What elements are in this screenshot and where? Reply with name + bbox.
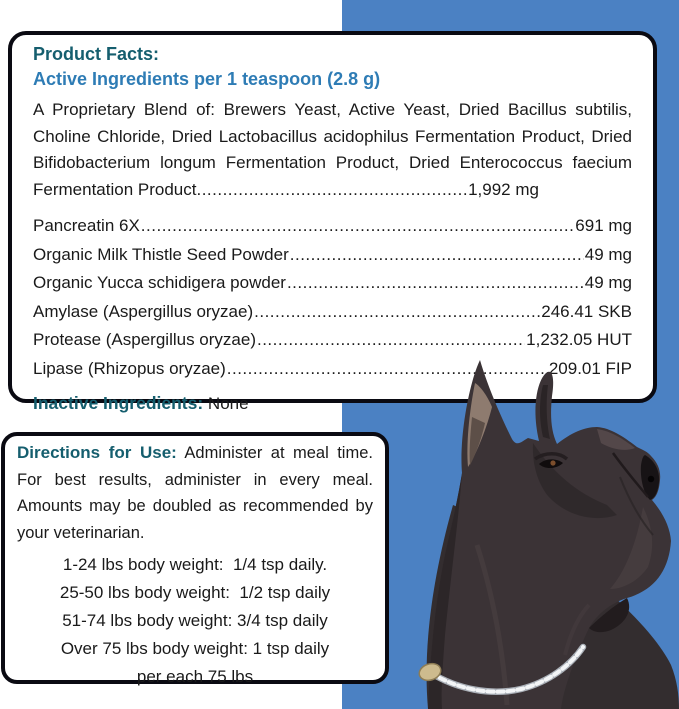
ingredient-amount: 246.41 SKB	[541, 301, 632, 321]
ingredient-row	[33, 269, 632, 298]
ingredient-name: Amylase (Aspergillus oryzae)	[33, 301, 254, 321]
ingredient-amount: 1,232.05 HUT	[526, 330, 632, 349]
ingredient-amount: 49 mg	[584, 244, 632, 264]
dosage-line: Over 75 lbs body weight: 1 tsp daily	[60, 639, 330, 658]
dosage-table	[17, 551, 373, 691]
dot-leader	[287, 269, 584, 298]
inactive-ingredients-label: Inactive Ingredients:	[33, 393, 204, 413]
dosage-line: 25-50 lbs body weight: 1/2 tsp daily	[59, 583, 331, 602]
directions-panel	[1, 432, 389, 684]
ingredient-name: Organic Yucca schidigera powder	[33, 273, 286, 292]
directions-label: Directions for Use:	[17, 443, 177, 462]
dosage-line: 51-74 lbs body weight: 3/4 tsp daily	[62, 611, 328, 630]
proprietary-blend-row	[33, 97, 632, 203]
dot-leader	[196, 180, 468, 199]
product-facts-panel	[8, 31, 657, 413]
ingredient-row	[33, 298, 632, 327]
dot-leader	[257, 326, 525, 355]
ingredient-name: Pancreatin 6X	[33, 216, 140, 235]
ingredient-amount: 691 mg	[575, 216, 632, 235]
product-facts-title: Product Facts:	[33, 44, 160, 64]
ingredient-amount: 209.01 FIP	[548, 358, 632, 378]
dosage-line: 1-24 lbs body weight: 1/4 tsp daily.	[62, 555, 328, 574]
dot-leader	[290, 241, 584, 270]
ingredient-name: Organic Milk Thistle Seed Powder	[33, 244, 289, 264]
blend-amount: 1,992 mg	[468, 179, 539, 199]
dosage-line: per each 75 lbs	[136, 667, 254, 686]
ingredient-row	[33, 212, 632, 241]
ingredient-name: Protease (Aspergillus oryzae)	[33, 330, 256, 349]
blend-text: A Proprietary Blend of: Brewers Yeast, Active Yeast, Dried Bacillus subtilis, Choline Chloride, Dried Lactobacillus acidophilus Fermentation Product, Dried Bifidobacterium longum Fermentation Product, Dried Enterococcus faecium Fermentation Product	[33, 100, 632, 199]
ingredient-name: Lipase (Rhizopus oryzae)	[33, 358, 226, 378]
dog-photo	[415, 355, 679, 709]
directions-text: Administer at meal time. For best results, administer in every meal. Amounts may be doubled as recommended by your veterinarian.	[17, 444, 373, 542]
active-ingredients-subtitle: Active Ingredients per 1 teaspoon (2.8 g)	[33, 69, 381, 89]
ingredient-row	[33, 241, 632, 270]
ingredient-row	[33, 326, 632, 355]
ingredient-amount: 49 mg	[584, 273, 632, 292]
dot-leader	[141, 212, 575, 241]
directions-paragraph	[17, 440, 373, 546]
dot-leader	[254, 298, 540, 327]
inactive-ingredients-value: None	[207, 394, 249, 413]
